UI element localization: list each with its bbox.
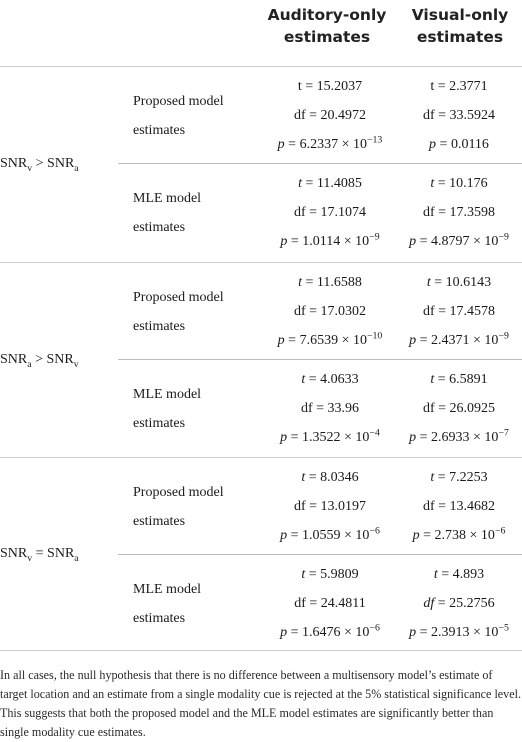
equals-sign: =: [437, 567, 453, 582]
auditory-stats: [262, 169, 398, 256]
df-label: df: [293, 499, 306, 514]
snr-subscript: v: [73, 358, 79, 370]
df-label: df: [422, 205, 435, 220]
equals-sign: =: [416, 625, 432, 640]
snr-subscript: v: [27, 552, 33, 564]
visual-df-line: [396, 492, 522, 521]
t-value: 5.9809: [320, 567, 359, 582]
header-auditory-only: [262, 4, 392, 48]
t-label: t: [297, 79, 302, 94]
auditory-t-line: [262, 365, 398, 394]
p-mantissa: 7.6539: [299, 333, 339, 348]
auditory-p-line: [262, 326, 398, 355]
equals-sign: =: [312, 401, 328, 416]
p-mantissa: 2.738: [434, 528, 467, 543]
model-label-line: Proposed model: [133, 94, 224, 109]
df-label: df: [423, 596, 435, 611]
visual-stats: [396, 169, 522, 256]
model-label-line: estimates: [133, 611, 186, 626]
visual-t-line: [396, 463, 522, 492]
df-label: df: [422, 108, 435, 123]
equals-sign: =: [434, 499, 450, 514]
model-label: [133, 184, 273, 242]
condition-label: [0, 545, 125, 563]
model-label: [133, 478, 273, 536]
model-label-line: estimates: [133, 220, 186, 235]
equals-sign: =: [302, 275, 317, 290]
visual-df-line: [396, 589, 522, 618]
t-value: 4.893: [452, 567, 485, 582]
model-label-line: MLE model: [133, 582, 202, 597]
visual-t-line: [396, 268, 522, 297]
p-label: p: [412, 528, 420, 543]
model-label: [133, 283, 273, 341]
df-value: 13.4682: [449, 499, 496, 514]
group-rule: [0, 457, 522, 458]
t-label: t: [430, 372, 435, 387]
condition-label: [0, 351, 125, 369]
p-exponent: −5: [498, 622, 509, 634]
df-value: 26.0925: [449, 401, 496, 416]
t-label: t: [301, 567, 306, 582]
equals-sign: =: [430, 275, 446, 290]
visual-t-line: [396, 72, 522, 101]
df-value: 17.0302: [320, 304, 367, 319]
auditory-stats: [262, 72, 398, 159]
model-separator: [118, 163, 522, 164]
auditory-t-line: [262, 463, 398, 492]
auditory-df-line: [262, 198, 398, 227]
comparison-operator: >: [32, 156, 48, 171]
p-label: p: [277, 333, 285, 348]
df-value: 17.3598: [449, 205, 496, 220]
times-ten: × 10: [338, 137, 367, 152]
times-ten: × 10: [338, 333, 367, 348]
df-label: df: [294, 596, 306, 611]
snr-symbol: SNR: [47, 545, 75, 561]
model-separator: [118, 554, 522, 555]
df-label: df: [422, 401, 435, 416]
p-label: p: [280, 625, 288, 640]
auditory-p-line: [262, 521, 398, 550]
visual-p-line: [396, 227, 522, 256]
snr-subscript: a: [74, 162, 79, 174]
p-label: p: [429, 137, 437, 152]
t-label: t: [433, 567, 438, 582]
times-ten: × 10: [340, 430, 370, 445]
p-exponent: −13: [366, 134, 383, 146]
equals-sign: =: [416, 333, 432, 348]
auditory-p-line: [262, 618, 398, 647]
auditory-t-line: [262, 72, 398, 101]
header-visual-only: [398, 4, 522, 48]
t-value: 11.6588: [316, 275, 362, 290]
equals-sign: =: [284, 137, 300, 152]
p-mantissa: 4.8797: [431, 234, 470, 249]
t-value: 6.5891: [449, 372, 488, 387]
model-label-line: estimates: [133, 123, 186, 138]
t-value: 11.4085: [316, 176, 362, 191]
visual-t-line: [396, 560, 522, 589]
visual-t-line: [396, 365, 522, 394]
p-mantissa: 2.6933: [431, 430, 470, 445]
auditory-df-line: [262, 297, 398, 326]
times-ten: × 10: [469, 625, 499, 640]
t-value: 10.6143: [445, 275, 492, 290]
p-exponent: −7: [498, 427, 509, 439]
model-label-line: estimates: [133, 514, 186, 529]
df-value: 20.4972: [320, 108, 367, 123]
t-label: t: [301, 470, 306, 485]
header-auditory-line1: Auditory-only: [267, 6, 387, 24]
equals-sign: =: [416, 430, 432, 445]
df-value: 17.1074: [320, 205, 367, 220]
auditory-p-line: [262, 227, 398, 256]
auditory-p-line: [262, 423, 398, 452]
df-value: 33.5924: [449, 108, 496, 123]
df-label: df: [300, 401, 313, 416]
snr-symbol: SNR: [0, 351, 28, 367]
model-label: [133, 87, 273, 145]
equals-sign: =: [305, 499, 321, 514]
model-label-line: Proposed model: [133, 290, 224, 305]
snr-symbol: SNR: [0, 156, 28, 171]
auditory-df-line: [262, 492, 398, 521]
snr-subscript: v: [27, 162, 33, 174]
auditory-t-line: [262, 560, 398, 589]
visual-df-line: [396, 198, 522, 227]
t-value: 8.0346: [320, 470, 359, 485]
snr-subscript: a: [27, 358, 32, 370]
df-value: 13.0197: [320, 499, 367, 514]
t-value: 7.2253: [449, 470, 488, 485]
p-label: p: [280, 234, 288, 249]
t-label: t: [426, 275, 431, 290]
visual-p-line: [396, 423, 522, 452]
t-label: t: [301, 372, 306, 387]
auditory-t-line: [262, 169, 398, 198]
times-ten: × 10: [469, 430, 499, 445]
snr-symbol: SNR: [47, 156, 75, 171]
p-mantissa: 1.0114: [302, 234, 341, 249]
auditory-t-line: [262, 268, 398, 297]
p-label: p: [409, 430, 417, 445]
snr-subscript: a: [74, 552, 79, 564]
equals-sign: =: [305, 205, 321, 220]
visual-stats: [396, 560, 522, 647]
model-label-line: estimates: [133, 319, 186, 334]
auditory-stats: [262, 268, 398, 355]
p-label: p: [409, 625, 417, 640]
model-label-line: MLE model: [133, 191, 202, 206]
equals-sign: =: [419, 528, 435, 543]
p-exponent: −9: [369, 231, 380, 243]
equals-sign: =: [434, 596, 450, 611]
equals-sign: =: [305, 372, 321, 387]
t-value: 15.2037: [316, 79, 363, 94]
p-exponent: −4: [369, 427, 380, 439]
auditory-stats: [262, 560, 398, 647]
df-label: df: [293, 205, 306, 220]
df-label: df: [293, 304, 306, 319]
t-label: t: [430, 470, 435, 485]
df-label: df: [293, 108, 306, 123]
times-ten: × 10: [469, 333, 499, 348]
equals-sign: =: [305, 470, 321, 485]
equals-sign: =: [305, 304, 321, 319]
model-label-line: Proposed model: [133, 485, 224, 500]
p-mantissa: 2.4371: [431, 333, 470, 348]
equals-sign: =: [434, 470, 450, 485]
p-exponent: −6: [494, 525, 506, 537]
times-ten: × 10: [466, 528, 495, 543]
auditory-stats: [262, 463, 398, 550]
p-exponent: −10: [366, 330, 383, 342]
t-label: t: [298, 275, 302, 290]
visual-p-line: [396, 521, 522, 550]
group-rule: [0, 262, 522, 263]
header-auditory-line2: estimates: [283, 28, 371, 46]
t-label: t: [430, 176, 435, 191]
t-value: 10.176: [449, 176, 488, 191]
equals-sign: =: [416, 234, 432, 249]
visual-stats: [396, 365, 522, 452]
auditory-df-line: [262, 589, 398, 618]
header-visual-line1: Visual-only: [411, 6, 509, 24]
df-label: df: [422, 499, 435, 514]
df-value: 24.4811: [320, 596, 366, 611]
equals-sign: =: [301, 79, 317, 94]
table-footnote: In all cases, the null hypothesis that there is no difference between a multisensory model’s estimate of target location and an estimate from a single modality cue is rejected at the 5% statistical significance level. This suggests that both the proposed model and the MLE model estimates are significantly better than single modality cue estimates.: [0, 668, 521, 739]
visual-t-line: [396, 169, 522, 198]
visual-df-line: [396, 297, 522, 326]
p-exponent: −6: [369, 622, 380, 634]
header-visual-line2: estimates: [416, 28, 504, 46]
auditory-stats: [262, 365, 398, 452]
t-value: 2.3771: [449, 79, 488, 94]
p-exponent: −9: [498, 231, 509, 243]
model-label-line: MLE model: [133, 387, 202, 402]
auditory-p-line: [262, 130, 398, 159]
p-label: p: [280, 528, 288, 543]
p-mantissa: 2.3913: [431, 625, 470, 640]
p-exponent: −9: [498, 330, 509, 342]
equals-sign: =: [434, 205, 450, 220]
visual-stats: [396, 72, 522, 159]
equals-sign: =: [305, 108, 321, 123]
equals-sign: =: [434, 401, 450, 416]
p-value: 0.0116: [450, 137, 489, 152]
p-label: p: [409, 234, 417, 249]
snr-symbol: SNR: [46, 351, 74, 367]
equals-sign: =: [302, 176, 317, 191]
model-label: [133, 575, 273, 633]
comparison-operator: >: [31, 351, 47, 367]
equals-sign: =: [434, 176, 450, 191]
df-value: 17.4578: [449, 304, 496, 319]
p-label: p: [277, 137, 285, 152]
model-separator: [118, 359, 522, 360]
group-rule: [0, 650, 522, 651]
t-label: t: [298, 176, 302, 191]
df-label: df: [422, 304, 435, 319]
equals-sign: =: [287, 528, 303, 543]
auditory-df-line: [262, 394, 398, 423]
condition-label: [0, 155, 125, 173]
p-mantissa: 1.0559: [302, 528, 341, 543]
equals-sign: =: [305, 596, 321, 611]
equals-sign: =: [434, 79, 450, 94]
equals-sign: =: [436, 137, 451, 152]
snr-symbol: SNR: [0, 545, 28, 561]
df-value: 33.96: [327, 401, 360, 416]
visual-df-line: [396, 394, 522, 423]
visual-p-line: [396, 618, 522, 647]
equals-sign: =: [434, 108, 450, 123]
visual-p-line: [396, 130, 522, 159]
p-mantissa: 6.2337: [299, 137, 339, 152]
visual-p-line: [396, 326, 522, 355]
comparison-operator: =: [32, 545, 48, 561]
times-ten: × 10: [469, 234, 499, 249]
t-value: 4.0633: [320, 372, 359, 387]
visual-df-line: [396, 101, 522, 130]
equals-sign: =: [287, 234, 303, 249]
p-mantissa: 1.3522: [302, 430, 341, 445]
df-value: 25.2756: [449, 596, 495, 611]
p-exponent: −6: [369, 525, 380, 537]
header-rule: [0, 66, 522, 67]
p-label: p: [409, 333, 417, 348]
times-ten: × 10: [340, 234, 370, 249]
equals-sign: =: [287, 625, 303, 640]
visual-stats: [396, 268, 522, 355]
visual-stats: [396, 463, 522, 550]
times-ten: × 10: [340, 625, 370, 640]
t-label: t: [430, 79, 435, 94]
equals-sign: =: [287, 430, 303, 445]
p-label: p: [280, 430, 288, 445]
model-label-line: estimates: [133, 416, 186, 431]
equals-sign: =: [434, 372, 450, 387]
equals-sign: =: [434, 304, 450, 319]
equals-sign: =: [284, 333, 300, 348]
auditory-df-line: [262, 101, 398, 130]
equals-sign: =: [305, 567, 321, 582]
times-ten: × 10: [340, 528, 370, 543]
model-label: [133, 380, 273, 438]
p-mantissa: 1.6476: [302, 625, 341, 640]
